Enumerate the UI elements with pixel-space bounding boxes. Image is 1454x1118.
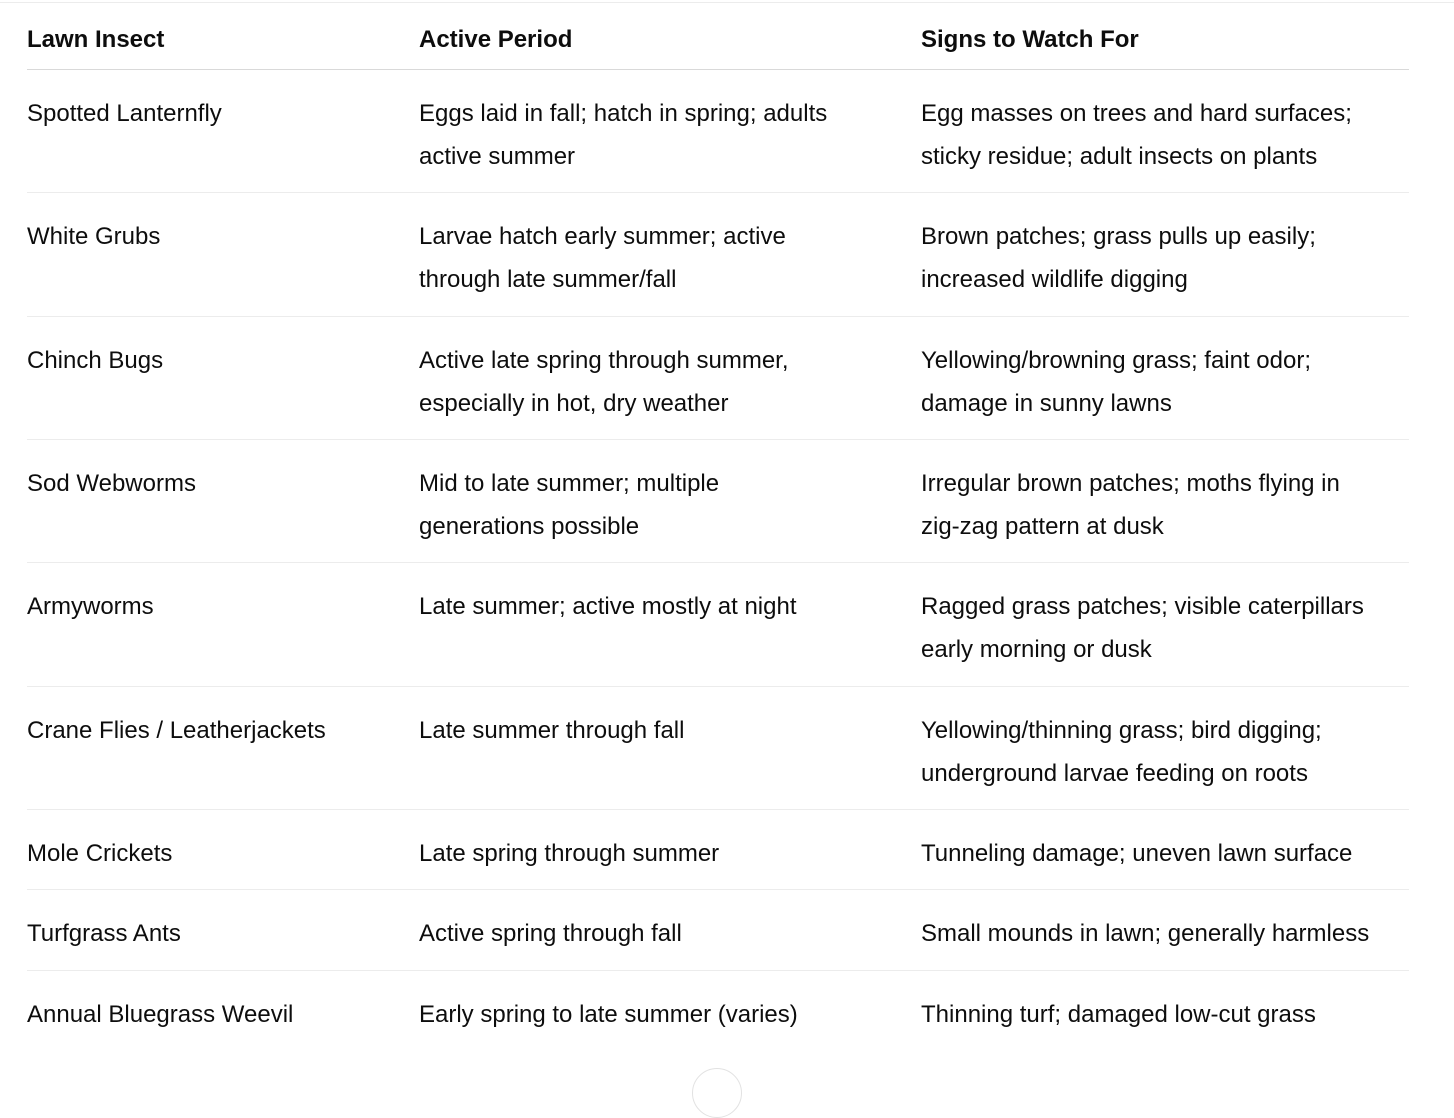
- period-cell: Larvae hatch early summer; active through late summer/fall: [419, 223, 786, 293]
- signs-cell: Tunneling damage; uneven lawn surface: [921, 840, 1353, 867]
- insect-cell: White Grubs: [27, 223, 161, 250]
- table-row: [27, 810, 1409, 890]
- insect-cell: Mole Crickets: [27, 840, 173, 867]
- period-cell: Late summer through fall: [419, 717, 685, 744]
- signs-cell: Egg masses on trees and hard surfaces; sticky residue; adult insects on plants: [921, 100, 1352, 170]
- insect-cell: Sod Webworms: [27, 470, 196, 497]
- table-row: [27, 317, 1409, 440]
- insect-cell: Chinch Bugs: [27, 347, 164, 374]
- top-divider: [0, 2, 1454, 3]
- table-row: [27, 890, 1409, 971]
- period-cell: Active spring through fall: [419, 920, 682, 947]
- insect-cell: Turfgrass Ants: [27, 920, 181, 947]
- header-active-period: Active Period: [419, 26, 573, 53]
- period-cell: Early spring to late summer (varies): [419, 1001, 798, 1028]
- table-row: [27, 440, 1409, 563]
- signs-cell: Thinning turf; damaged low-cut grass: [921, 1001, 1316, 1028]
- period-cell: Eggs laid in fall; hatch in spring; adults active summer: [419, 100, 828, 170]
- table-row: [27, 193, 1409, 317]
- insect-cell: Spotted Lanternfly: [27, 100, 222, 127]
- header-signs: Signs to Watch For: [921, 26, 1139, 53]
- table-row: [27, 563, 1409, 687]
- period-cell: Mid to late summer; multiple generations possible: [419, 470, 720, 540]
- signs-cell: Irregular brown patches; moths flying in zig-zag pattern at dusk: [921, 470, 1340, 540]
- period-cell: Active late spring through summer, especially in hot, dry weather: [419, 347, 789, 417]
- period-cell: Late summer; active mostly at night: [419, 593, 797, 620]
- lawn-insect-table: [27, 8, 1409, 1051]
- insect-cell: Annual Bluegrass Weevil: [27, 1001, 294, 1028]
- table-row: [27, 971, 1409, 1051]
- period-cell: Late spring through summer: [419, 840, 720, 867]
- insect-cell: Armyworms: [27, 593, 154, 620]
- signs-cell: Small mounds in lawn; generally harmless: [921, 920, 1370, 947]
- table-header-row: [27, 8, 1409, 70]
- table-row: [27, 70, 1409, 193]
- insect-cell: Crane Flies / Leatherjackets: [27, 717, 326, 744]
- signs-cell: Yellowing/thinning grass; bird digging; underground larvae feeding on roots: [921, 717, 1322, 787]
- signs-cell: Brown patches; grass pulls up easily; increased wildlife digging: [921, 223, 1316, 293]
- header-lawn-insect: Lawn Insect: [27, 26, 165, 53]
- signs-cell: Ragged grass patches; visible caterpillars early morning or dusk: [921, 593, 1364, 663]
- table-row: [27, 687, 1409, 810]
- signs-cell: Yellowing/browning grass; faint odor; damage in sunny lawns: [921, 347, 1312, 417]
